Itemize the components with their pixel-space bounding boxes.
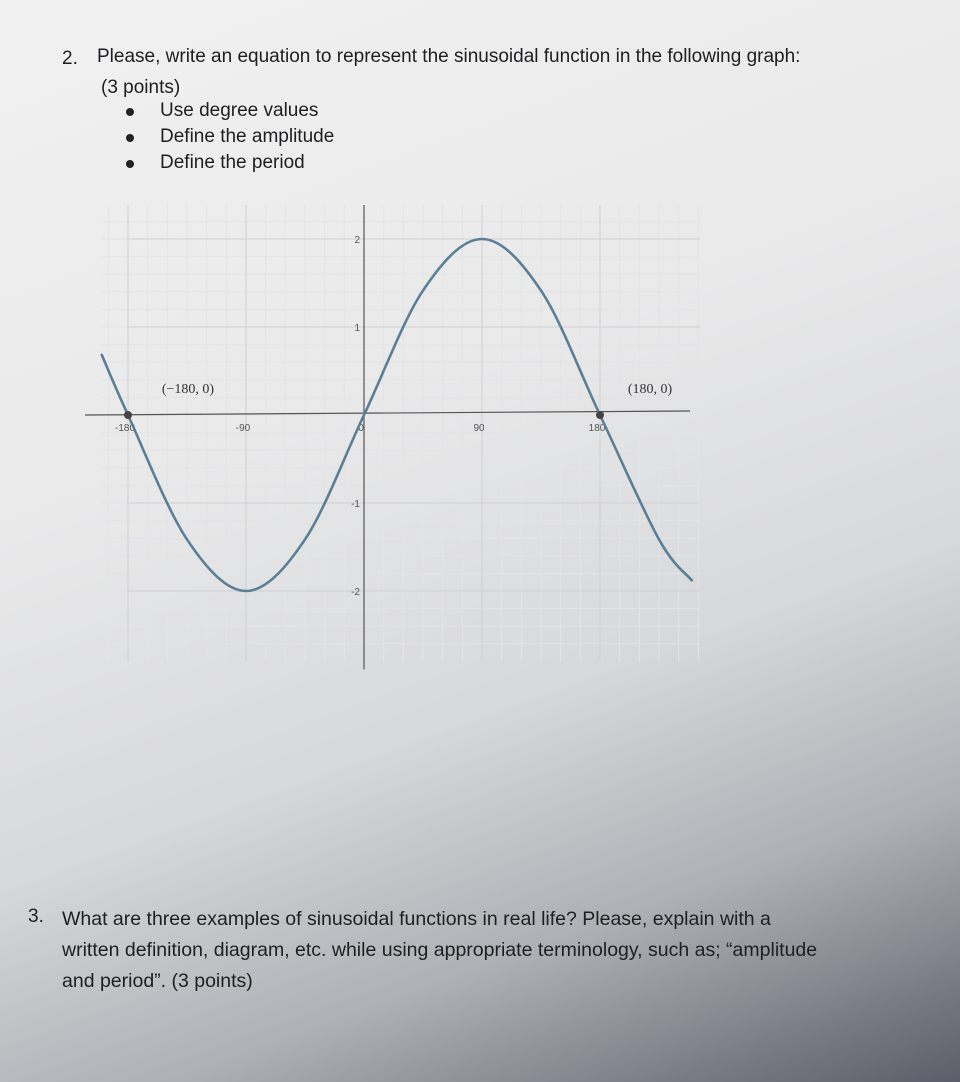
requirement-item bbox=[120, 100, 334, 126]
requirement-text: Define the period bbox=[160, 152, 305, 173]
y-tick-label: -2 bbox=[351, 587, 360, 598]
question-3-line: written definition, diagram, etc. while using appropriate terminology, such as; “amplitude bbox=[62, 939, 818, 961]
y-tick-label: 2 bbox=[354, 235, 360, 246]
bullet-icon bbox=[126, 134, 134, 142]
requirement-item bbox=[120, 152, 334, 178]
question-2-requirements bbox=[120, 100, 334, 178]
requirement-item bbox=[120, 126, 334, 152]
bullet-icon bbox=[126, 160, 134, 168]
question-3-line: What are three examples of sinusoidal functions in real life? Please, explain with a bbox=[62, 908, 771, 930]
requirement-text: Use degree values bbox=[160, 100, 319, 121]
intercept-label: (−180, 0) bbox=[161, 382, 215, 397]
y-tick-label: 1 bbox=[354, 323, 360, 334]
x-tick-label: -90 bbox=[235, 423, 251, 434]
intercept-label: (180, 0) bbox=[627, 382, 673, 397]
x-tick-label: 0 bbox=[358, 423, 364, 434]
bullet-icon bbox=[126, 108, 134, 116]
question-2-points: (3 points) bbox=[101, 77, 181, 98]
question-3-line: and period”. (3 points) bbox=[62, 970, 253, 992]
y-tick-label: -1 bbox=[351, 499, 360, 510]
sinusoid-graph bbox=[80, 205, 700, 670]
x-tick-label: -180 bbox=[114, 423, 136, 434]
x-tick-label: 90 bbox=[473, 423, 485, 434]
requirement-text: Define the amplitude bbox=[160, 126, 335, 147]
x-tick-label: 180 bbox=[588, 423, 606, 434]
question-3-prompt bbox=[62, 904, 942, 997]
question-2-number: 2. bbox=[62, 48, 78, 69]
question-2-prompt: Please, write an equation to represent the sinusoidal function in the following graph: bbox=[97, 46, 801, 67]
intercept-point bbox=[124, 411, 132, 419]
question-3-number: 3. bbox=[28, 906, 44, 927]
intercept-point bbox=[596, 411, 604, 419]
